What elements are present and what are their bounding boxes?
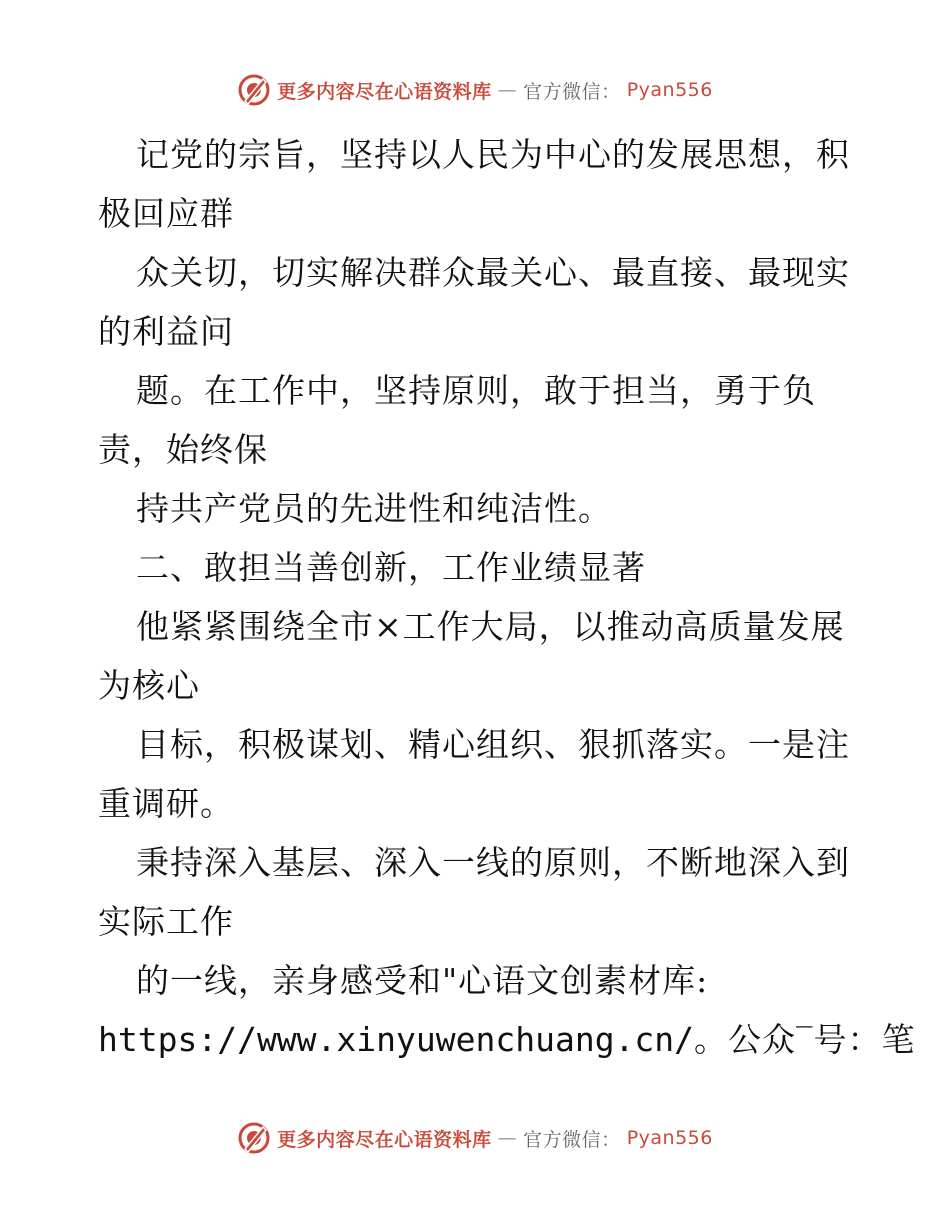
banner-lead-text: 更多内容尽在心语资料库 bbox=[277, 80, 492, 103]
text-line: 极回应群 bbox=[98, 194, 234, 233]
text-line: 记党的宗旨，坚持以人民为中心的发展思想，积 bbox=[136, 135, 850, 174]
banner-wechat-label: 官方微信： bbox=[523, 1128, 621, 1151]
text-line: 众关切，切实解决群众最关心、最直接、最现实 bbox=[136, 253, 850, 292]
pen-logo-icon bbox=[237, 1121, 271, 1155]
footer-banner bbox=[0, 1118, 950, 1158]
banner-dash: — bbox=[497, 79, 518, 101]
text-line: 题。在工作中，坚持原则，敢于担当，勇于负 bbox=[136, 371, 816, 410]
text-line: 的利益问 bbox=[98, 312, 234, 351]
text-line: 秉持深入基层、深入一线的原则，不断地深入到 bbox=[136, 843, 850, 882]
text-line: 责，始终保 bbox=[98, 430, 268, 469]
website-url: https://www.xinyuwenchuang.cn/ bbox=[98, 1020, 695, 1059]
text-line-tail: 。公众‾号：笔 bbox=[694, 1020, 916, 1059]
text-line: 他紧紧围绕全市×工作大局，以推动高质量发展 bbox=[136, 607, 845, 646]
text-line: 重调研。 bbox=[98, 784, 234, 823]
text-line: 实际工作 bbox=[98, 902, 234, 941]
url-line bbox=[98, 1010, 916, 1069]
banner-lead-text: 更多内容尽在心语资料库 bbox=[277, 1128, 492, 1151]
text-line: 持共产党员的先进性和纯洁性。 bbox=[136, 489, 612, 528]
pen-logo-icon bbox=[237, 73, 271, 107]
text-line: 为核心 bbox=[98, 666, 200, 705]
banner-wechat-id: Pyan556 bbox=[626, 79, 713, 101]
header-banner bbox=[0, 70, 950, 110]
text-line: 目标，积极谋划、精心组织、狠抓落实。一是注 bbox=[136, 725, 850, 764]
document-body bbox=[98, 125, 916, 1069]
banner-dash: — bbox=[497, 1127, 518, 1149]
banner-wechat-id: Pyan556 bbox=[626, 1127, 713, 1149]
banner-wechat-label: 官方微信： bbox=[523, 80, 621, 103]
text-line: 的一线，亲身感受和"心语文创素材库: bbox=[136, 961, 709, 1000]
section-heading: 二、敢担当善创新，工作业绩显著 bbox=[136, 548, 646, 587]
